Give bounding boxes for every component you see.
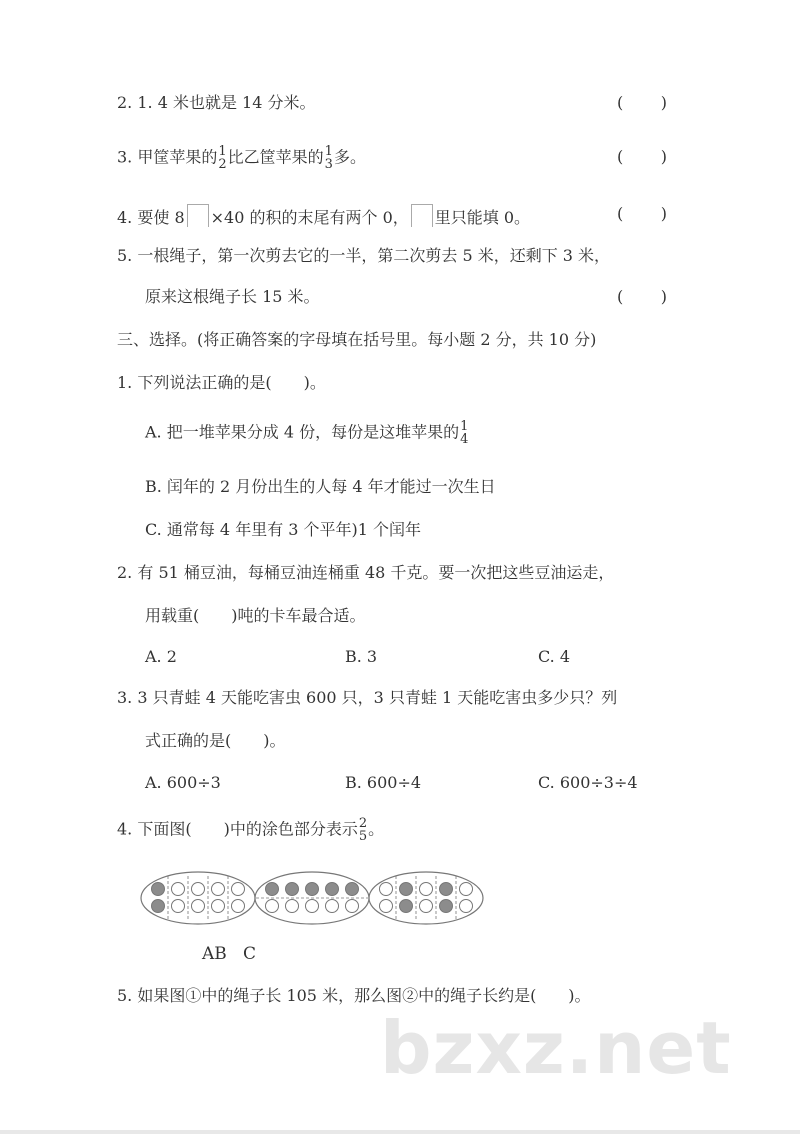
fraction [359, 817, 367, 843]
empty-circle [346, 900, 359, 913]
empty-circle [192, 900, 205, 913]
denominator: 5 [358, 829, 368, 844]
shaded-circle [266, 883, 279, 896]
text: ×40 的积的末尾有两个 0， [210, 208, 409, 227]
empty-circle [192, 883, 205, 896]
q3-line1: 3. 3 只青蛙 4 天能吃害虫 600 只，3 只青蛙 1 天能吃害虫多少只？列 [117, 688, 618, 707]
numerator: 1 [460, 419, 469, 434]
q2-option-c[interactable]: C. 4 [538, 647, 571, 666]
text: 里只能填 0。 [434, 208, 531, 227]
q4-stem [117, 817, 384, 843]
watermark: bzxz.net [380, 1006, 732, 1090]
empty-circle [172, 900, 185, 913]
empty-circle [460, 900, 473, 913]
q1-option-b[interactable]: B. 闰年的 2 月份出生的人每 4 年才能过一次生日 [145, 477, 496, 496]
shaded-circle [326, 883, 339, 896]
q4-figure-labels: AB C [202, 944, 256, 964]
section-heading: 三、选择。(将正确答案的字母填在括号里。每小题 2 分，共 10 分) [117, 330, 597, 349]
text: 3. 甲筐苹果的 [117, 147, 218, 167]
denominator: 4 [460, 432, 469, 447]
empty-circle [306, 900, 319, 913]
paren-right: ) [660, 204, 667, 223]
empty-circle [380, 900, 393, 913]
text: A. 把一堆苹果分成 4 份，每份是这堆苹果的 [145, 422, 460, 442]
judge-item-5-line2: 原来这根绳子长 15 米。 [145, 287, 320, 306]
empty-circle [380, 883, 393, 896]
fraction [325, 145, 333, 171]
figure-ellipse [369, 872, 483, 924]
numerator: 1 [324, 144, 333, 159]
q5-stem: 5. 如果图①中的绳子长 105 米，那么图②中的绳子长约是( )。 [117, 986, 591, 1005]
q3-option-c[interactable]: C. 600÷3÷4 [538, 773, 638, 792]
paren-left: ( [617, 93, 624, 112]
paren-left: ( [617, 287, 624, 306]
judge-item-5-line1: 5. 一根绳子，第一次剪去它的一半，第二次剪去 5 米，还剩下 3 米， [117, 246, 611, 265]
judge-item-4 [117, 204, 530, 228]
shaded-circle [346, 883, 359, 896]
q3-line2: 式正确的是( )。 [145, 731, 286, 750]
paren-left: ( [617, 147, 624, 166]
q4-figure [140, 868, 485, 928]
shaded-circle [400, 883, 413, 896]
q2-line1: 2. 有 51 桶豆油，每桶豆油连桶重 48 千克。要一次把这些豆油运走， [117, 563, 615, 582]
shaded-circle [400, 900, 413, 913]
empty-circle [212, 900, 225, 913]
shaded-circle [306, 883, 319, 896]
q3-option-a[interactable]: A. 600÷3 [145, 773, 221, 792]
empty-circle [286, 900, 299, 913]
fraction [218, 145, 226, 171]
empty-circle [232, 900, 245, 913]
paren-right: ) [660, 287, 667, 306]
paren-right: ) [660, 93, 667, 112]
paren-left: ( [617, 204, 624, 223]
answer-paren-2[interactable] [617, 93, 667, 112]
empty-circle [232, 883, 245, 896]
page-edge [0, 1130, 800, 1134]
q3-option-b[interactable]: B. 600÷4 [345, 773, 422, 792]
empty-circle [172, 883, 185, 896]
q1-option-a[interactable] [145, 420, 469, 446]
shaded-circle [440, 883, 453, 896]
judge-item-3 [117, 145, 366, 171]
empty-circle [212, 883, 225, 896]
blank-box[interactable] [187, 204, 209, 227]
figure-ellipse [141, 872, 255, 924]
judge-item-2: 2. 1. 4 米也就是 14 分米。 [117, 93, 316, 112]
text: 比乙筐苹果的 [227, 147, 324, 167]
denominator: 3 [324, 157, 333, 172]
empty-circle [420, 883, 433, 896]
empty-circle [420, 900, 433, 913]
answer-paren-5[interactable] [617, 287, 667, 306]
empty-circle [266, 900, 279, 913]
fraction [460, 420, 468, 446]
q2-option-b[interactable]: B. 3 [345, 647, 378, 666]
text: 4. 要使 8 [117, 208, 185, 227]
q1-stem: 1. 下列说法正确的是( )。 [117, 373, 326, 392]
numerator: 1 [218, 144, 227, 159]
text: 多。 [333, 147, 366, 167]
shaded-circle [152, 883, 165, 896]
answer-paren-4[interactable] [617, 204, 667, 223]
denominator: 2 [218, 157, 227, 172]
shaded-circle [440, 900, 453, 913]
blank-box[interactable] [411, 204, 433, 227]
text: 。 [368, 819, 385, 839]
paren-right: ) [660, 147, 667, 166]
shaded-circle [152, 900, 165, 913]
shaded-circle [286, 883, 299, 896]
q1-option-c[interactable]: C. 通常每 4 年里有 3 个平年)1 个闰年 [145, 520, 422, 539]
answer-paren-3[interactable] [617, 147, 667, 166]
empty-circle [460, 883, 473, 896]
numerator: 2 [358, 816, 368, 831]
text: 4. 下面图( )中的涂色部分表示 [117, 819, 358, 839]
empty-circle [326, 900, 339, 913]
q2-line2: 用载重( )吨的卡车最合适。 [145, 606, 366, 625]
q2-option-a[interactable]: A. 2 [145, 647, 177, 666]
